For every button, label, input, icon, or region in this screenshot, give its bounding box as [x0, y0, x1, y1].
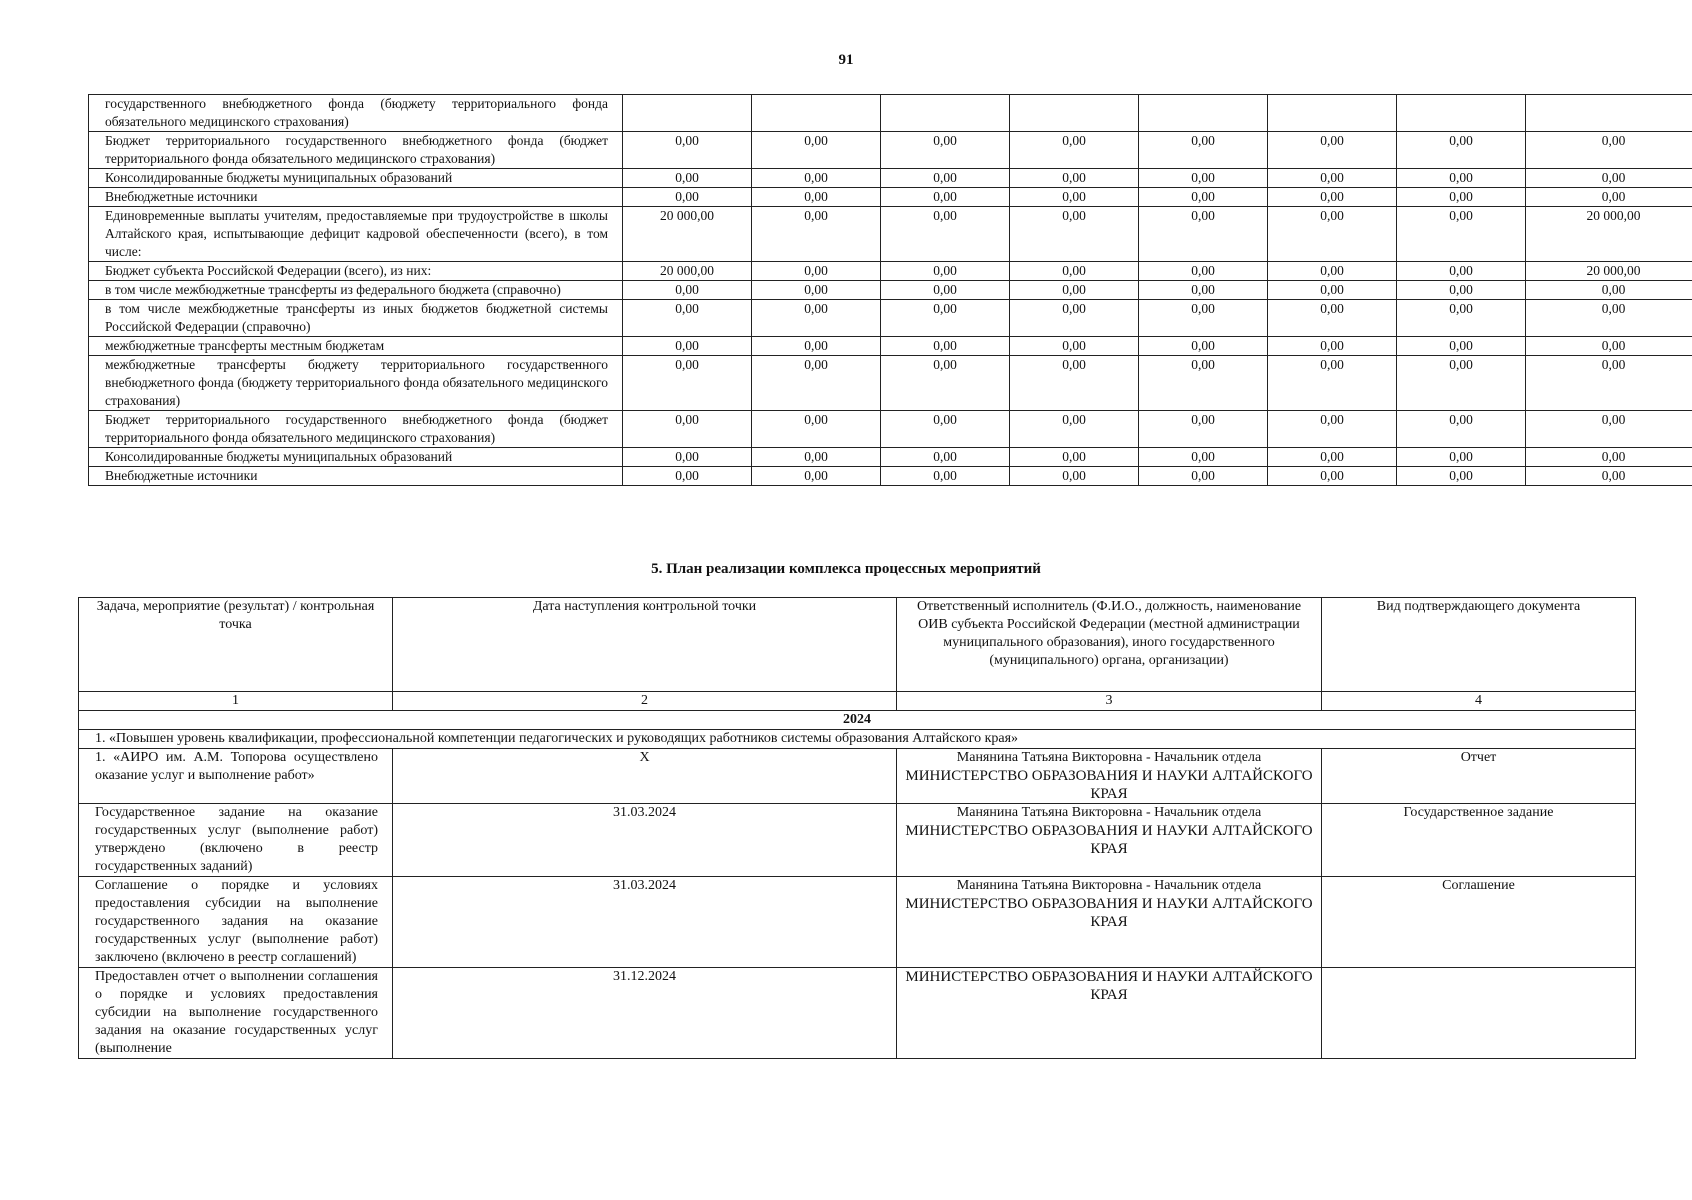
finance-value-cell [1010, 95, 1139, 132]
plan-responsible [897, 749, 1322, 804]
plan-row [79, 968, 1636, 1059]
finance-value-cell: 0,00 [623, 300, 752, 337]
finance-row [89, 411, 1692, 448]
responsible-organization: МИНИСТЕРСТВО ОБРАЗОВАНИЯ И НАУКИ АЛТАЙСКОГО КРАЯ [905, 823, 1313, 857]
column-number: 3 [897, 692, 1322, 711]
finance-value-cell: 0,00 [881, 169, 1010, 188]
finance-value-cell: 0,00 [1397, 262, 1526, 281]
finance-value-cell: 0,00 [1526, 281, 1692, 300]
responsible-person: Манянина Татьяна Викторовна - Начальник отдела [956, 878, 1262, 893]
section-title: 5. План реализации комплекса процессных мероприятий [651, 561, 1041, 577]
finance-value-cell [752, 95, 881, 132]
finance-row-label: Единовременные выплаты учителям, предоставляемые при трудоустройстве в школы Алтайского края, испытывающие дефицит кадровой обеспеченности (всего), в том числе: [89, 207, 623, 262]
finance-value-cell: 0,00 [1526, 467, 1692, 486]
finance-value-cell: 0,00 [881, 300, 1010, 337]
plan-row [79, 877, 1636, 968]
finance-value-cell: 0,00 [752, 207, 881, 262]
finance-value-cell: 0,00 [1139, 448, 1268, 467]
finance-value-cell: 0,00 [881, 411, 1010, 448]
finance-value-cell [1268, 95, 1397, 132]
finance-value-cell: 20 000,00 [623, 207, 752, 262]
finance-row [89, 169, 1692, 188]
finance-value-cell: 0,00 [623, 169, 752, 188]
task-title: 1. «Повышен уровень квалификации, профессиональной компетенции педагогических и руководящих работников системы образования Алтайского края» [79, 730, 1636, 749]
plan-item: Государственное задание на оказание государственных услуг (выполнение работ) утверждено (включено в реестр государственных заданий) [79, 804, 393, 877]
finance-value-cell: 0,00 [1010, 448, 1139, 467]
column-number: 1 [79, 692, 393, 711]
finance-value-cell [1139, 95, 1268, 132]
finance-value-cell: 0,00 [1010, 207, 1139, 262]
finance-value-cell: 0,00 [1139, 188, 1268, 207]
finance-value-cell: 0,00 [1526, 448, 1692, 467]
finance-value-cell: 0,00 [623, 448, 752, 467]
finance-value-cell: 0,00 [1397, 281, 1526, 300]
finance-row-label: Бюджет территориального государственного внебюджетного фонда (бюджет территориального фонда обязательного медицинского страхования) [89, 132, 623, 169]
finance-value-cell: 0,00 [1397, 337, 1526, 356]
finance-value-cell: 0,00 [1526, 300, 1692, 337]
finance-row [89, 337, 1692, 356]
finance-row-label: Консолидированные бюджеты муниципальных образований [89, 169, 623, 188]
finance-value-cell: 0,00 [1139, 132, 1268, 169]
finance-value-cell: 0,00 [1139, 207, 1268, 262]
finance-value-cell [1526, 95, 1692, 132]
finance-value-cell: 0,00 [881, 188, 1010, 207]
plan-responsible [897, 804, 1322, 877]
finance-row [89, 262, 1692, 281]
finance-value-cell: 0,00 [1010, 467, 1139, 486]
finance-value-cell [881, 95, 1010, 132]
finance-value-cell: 0,00 [752, 448, 881, 467]
header-task: Задача, мероприятие (результат) / контрольная точка [79, 598, 393, 692]
finance-value-cell: 0,00 [1397, 169, 1526, 188]
finance-value-cell: 0,00 [1010, 188, 1139, 207]
finance-row [89, 207, 1692, 262]
page-number: 91 [838, 52, 854, 68]
finance-row [89, 356, 1692, 411]
finance-value-cell: 0,00 [881, 448, 1010, 467]
year-label: 2024 [79, 711, 1636, 730]
finance-value-cell: 0,00 [623, 281, 752, 300]
responsible-organization: МИНИСТЕРСТВО ОБРАЗОВАНИЯ И НАУКИ АЛТАЙСКОГО КРАЯ [905, 768, 1313, 802]
finance-value-cell: 0,00 [752, 300, 881, 337]
finance-value-cell: 0,00 [1268, 132, 1397, 169]
finance-value-cell: 0,00 [623, 467, 752, 486]
finance-value-cell: 0,00 [752, 132, 881, 169]
finance-value-cell: 0,00 [1010, 300, 1139, 337]
column-number: 4 [1322, 692, 1636, 711]
plan-document: Отчет [1322, 749, 1636, 804]
finance-value-cell: 0,00 [881, 337, 1010, 356]
finance-value-cell: 0,00 [1139, 356, 1268, 411]
finance-value-cell: 0,00 [623, 337, 752, 356]
finance-value-cell: 0,00 [1010, 356, 1139, 411]
finance-table [88, 94, 1692, 486]
finance-value-cell: 0,00 [1526, 132, 1692, 169]
finance-value-cell: 0,00 [1397, 467, 1526, 486]
finance-value-cell: 0,00 [623, 132, 752, 169]
responsible-person: Манянина Татьяна Викторовна - Начальник отдела [956, 805, 1262, 820]
finance-row-label: Бюджет территориального государственного внебюджетного фонда (бюджет территориального фонда обязательного медицинского страхования) [89, 411, 623, 448]
plan-item: Предоставлен отчет о выполнении соглашения о порядке и условиях предоставления субсидии на выполнение государственного задания на оказание государственных услуг (выполнение [79, 968, 393, 1059]
finance-row-label: межбюджетные трансферты бюджету территориального государственного внебюджетного фонда (бюджету территориального фонда обязательного медицинского страхования) [89, 356, 623, 411]
finance-value-cell [1397, 95, 1526, 132]
finance-row [89, 300, 1692, 337]
header-responsible: Ответственный исполнитель (Ф.И.О., должность, наименование ОИВ субъекта Российской Федерации (местной администрации муниципального образования), иного государственного (муниципального) органа, организации) [897, 598, 1322, 692]
finance-value-cell: 0,00 [1268, 169, 1397, 188]
finance-value-cell: 0,00 [1526, 169, 1692, 188]
plan-responsible [897, 968, 1322, 1059]
finance-value-cell: 0,00 [1526, 337, 1692, 356]
finance-value-cell: 0,00 [752, 411, 881, 448]
finance-value-cell: 0,00 [1010, 262, 1139, 281]
finance-value-cell: 0,00 [1268, 448, 1397, 467]
finance-value-cell: 0,00 [881, 356, 1010, 411]
finance-row [89, 188, 1692, 207]
finance-value-cell: 0,00 [1268, 207, 1397, 262]
finance-value-cell: 0,00 [1268, 356, 1397, 411]
finance-value-cell: 0,00 [1397, 356, 1526, 411]
finance-value-cell: 0,00 [881, 281, 1010, 300]
finance-value-cell: 20 000,00 [623, 262, 752, 281]
finance-value-cell [623, 95, 752, 132]
finance-row [89, 95, 1692, 132]
finance-value-cell: 0,00 [1526, 411, 1692, 448]
finance-value-cell: 0,00 [1010, 281, 1139, 300]
finance-value-cell: 0,00 [1268, 411, 1397, 448]
finance-value-cell: 0,00 [752, 188, 881, 207]
finance-row [89, 467, 1692, 486]
finance-row-label: в том числе межбюджетные трансферты из федерального бюджета (справочно) [89, 281, 623, 300]
finance-value-cell: 0,00 [1010, 411, 1139, 448]
finance-value-cell: 0,00 [1397, 411, 1526, 448]
finance-value-cell: 0,00 [881, 262, 1010, 281]
finance-row-label: Внебюджетные источники [89, 467, 623, 486]
header-document: Вид подтверждающего документа [1322, 598, 1636, 692]
finance-value-cell: 0,00 [881, 132, 1010, 169]
plan-item: 1. «АИРО им. А.М. Топорова осуществлено оказание услуг и выполнение работ» [79, 749, 393, 804]
plan-table [78, 597, 1636, 1059]
task-row [79, 730, 1636, 749]
finance-value-cell: 0,00 [881, 467, 1010, 486]
finance-value-cell: 0,00 [752, 281, 881, 300]
finance-row [89, 448, 1692, 467]
finance-row-label: Консолидированные бюджеты муниципальных образований [89, 448, 623, 467]
finance-value-cell: 0,00 [752, 356, 881, 411]
finance-value-cell: 0,00 [1526, 356, 1692, 411]
finance-row-label: Внебюджетные источники [89, 188, 623, 207]
finance-value-cell: 0,00 [881, 207, 1010, 262]
responsible-organization: МИНИСТЕРСТВО ОБРАЗОВАНИЯ И НАУКИ АЛТАЙСКОГО КРАЯ [905, 896, 1313, 930]
finance-value-cell: 0,00 [1010, 132, 1139, 169]
column-numbers-row [79, 692, 1636, 711]
finance-row-label: межбюджетные трансферты местным бюджетам [89, 337, 623, 356]
finance-value-cell: 0,00 [752, 169, 881, 188]
finance-value-cell: 0,00 [1526, 188, 1692, 207]
responsible-organization: МИНИСТЕРСТВО ОБРАЗОВАНИЯ И НАУКИ АЛТАЙСКОГО КРАЯ [905, 969, 1313, 1003]
finance-value-cell: 20 000,00 [1526, 207, 1692, 262]
plan-item: Соглашение о порядке и условиях предоставления субсидии на выполнение государственного задания на оказание государственных услуг (выполнение работ) заключено (включено в реестр соглашений) [79, 877, 393, 968]
finance-value-cell: 0,00 [1139, 169, 1268, 188]
header-date: Дата наступления контрольной точки [393, 598, 897, 692]
plan-document: Соглашение [1322, 877, 1636, 968]
plan-date: 31.12.2024 [393, 968, 897, 1059]
plan-row [79, 749, 1636, 804]
finance-value-cell: 20 000,00 [1526, 262, 1692, 281]
finance-row-label: государственного внебюджетного фонда (бюджету территориального фонда обязательного медицинского страхования) [89, 95, 623, 132]
finance-value-cell: 0,00 [1397, 132, 1526, 169]
finance-value-cell: 0,00 [1268, 262, 1397, 281]
year-row [79, 711, 1636, 730]
column-number: 2 [393, 692, 897, 711]
finance-value-cell: 0,00 [752, 337, 881, 356]
responsible-person: Манянина Татьяна Викторовна - Начальник отдела [956, 750, 1262, 765]
finance-value-cell: 0,00 [1010, 337, 1139, 356]
finance-value-cell: 0,00 [1268, 281, 1397, 300]
finance-value-cell: 0,00 [1268, 337, 1397, 356]
finance-value-cell: 0,00 [1139, 300, 1268, 337]
finance-value-cell: 0,00 [1010, 169, 1139, 188]
finance-value-cell: 0,00 [752, 262, 881, 281]
finance-value-cell: 0,00 [1397, 300, 1526, 337]
plan-date: 31.03.2024 [393, 877, 897, 968]
finance-row-label: в том числе межбюджетные трансферты из иных бюджетов бюджетной системы Российской Федерации (справочно) [89, 300, 623, 337]
finance-value-cell: 0,00 [1139, 262, 1268, 281]
plan-header-row [79, 598, 1636, 692]
plan-document [1322, 968, 1636, 1059]
plan-document: Государственное задание [1322, 804, 1636, 877]
finance-value-cell: 0,00 [1268, 467, 1397, 486]
finance-row-label: Бюджет субъекта Российской Федерации (всего), из них: [89, 262, 623, 281]
finance-value-cell: 0,00 [1397, 448, 1526, 467]
finance-value-cell: 0,00 [623, 411, 752, 448]
finance-value-cell: 0,00 [1139, 411, 1268, 448]
finance-value-cell: 0,00 [1397, 188, 1526, 207]
finance-value-cell: 0,00 [752, 467, 881, 486]
finance-value-cell: 0,00 [623, 188, 752, 207]
finance-value-cell: 0,00 [1268, 300, 1397, 337]
finance-value-cell: 0,00 [1397, 207, 1526, 262]
finance-value-cell: 0,00 [1139, 337, 1268, 356]
plan-row [79, 804, 1636, 877]
plan-responsible [897, 877, 1322, 968]
plan-date: 31.03.2024 [393, 804, 897, 877]
finance-value-cell: 0,00 [1268, 188, 1397, 207]
finance-value-cell: 0,00 [623, 356, 752, 411]
plan-date: X [393, 749, 897, 804]
finance-row [89, 281, 1692, 300]
finance-value-cell: 0,00 [1139, 467, 1268, 486]
finance-row [89, 132, 1692, 169]
finance-value-cell: 0,00 [1139, 281, 1268, 300]
